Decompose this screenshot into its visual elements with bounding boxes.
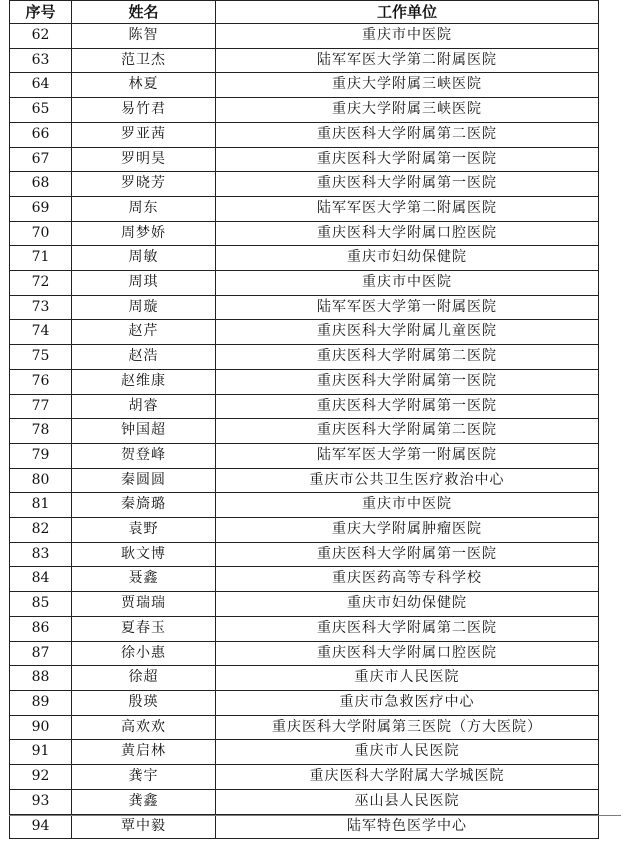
row-workplace: 重庆医科大学附属口腔医院	[216, 641, 599, 666]
table-row	[10, 394, 599, 419]
table-row	[10, 122, 599, 147]
row-name: 赵浩	[72, 345, 216, 370]
row-number: 82	[10, 518, 72, 543]
row-workplace: 重庆市中医院	[216, 271, 599, 296]
row-name: 周琪	[72, 271, 216, 296]
row-workplace: 陆军军医大学第一附属医院	[216, 443, 599, 468]
row-name: 秦圆圆	[72, 468, 216, 493]
row-name: 钟国超	[72, 419, 216, 444]
row-number: 78	[10, 419, 72, 444]
header-workplace: 工作单位	[216, 1, 599, 24]
row-number: 87	[10, 641, 72, 666]
row-number: 79	[10, 443, 72, 468]
row-name: 贺登峰	[72, 443, 216, 468]
row-number: 80	[10, 468, 72, 493]
table-header-row	[10, 1, 599, 24]
row-number: 76	[10, 369, 72, 394]
row-workplace: 重庆市急救医疗中心	[216, 690, 599, 715]
row-workplace: 陆军特色医学中心	[216, 814, 599, 839]
row-workplace: 重庆医科大学附属第一医院	[216, 542, 599, 567]
row-name: 罗晓芳	[72, 172, 216, 197]
red-divider-line	[9, 815, 621, 816]
table-row	[10, 666, 599, 691]
row-workplace: 陆军军医大学第一附属医院	[216, 295, 599, 320]
table-row	[10, 48, 599, 73]
row-name: 秦旖璐	[72, 493, 216, 518]
table-row	[10, 616, 599, 641]
table-row	[10, 320, 599, 345]
row-name: 赵芹	[72, 320, 216, 345]
row-name: 周梦娇	[72, 221, 216, 246]
table-row	[10, 789, 599, 814]
row-name: 赵维康	[72, 369, 216, 394]
row-number: 85	[10, 592, 72, 617]
table-body	[10, 24, 599, 839]
table-row	[10, 468, 599, 493]
row-workplace: 重庆医科大学附属大学城医院	[216, 765, 599, 790]
row-name: 徐超	[72, 666, 216, 691]
row-name: 罗亚茜	[72, 122, 216, 147]
table-row	[10, 493, 599, 518]
row-number: 65	[10, 98, 72, 123]
table-row	[10, 419, 599, 444]
row-number: 62	[10, 24, 72, 49]
row-workplace: 重庆医科大学附属儿童医院	[216, 320, 599, 345]
row-workplace: 重庆医科大学附属第二医院	[216, 419, 599, 444]
row-name: 高欢欢	[72, 715, 216, 740]
table-row	[10, 443, 599, 468]
row-workplace: 重庆医科大学附属第二医院	[216, 345, 599, 370]
table-row	[10, 147, 599, 172]
row-number: 90	[10, 715, 72, 740]
row-workplace: 重庆医科大学附属第一医院	[216, 172, 599, 197]
row-number: 88	[10, 666, 72, 691]
row-workplace: 重庆大学附属三峡医院	[216, 73, 599, 98]
row-name: 易竹君	[72, 98, 216, 123]
table-row	[10, 295, 599, 320]
row-number: 77	[10, 394, 72, 419]
table-row	[10, 246, 599, 271]
row-name: 聂鑫	[72, 567, 216, 592]
row-name: 徐小惠	[72, 641, 216, 666]
row-workplace: 重庆大学附属肿瘤医院	[216, 518, 599, 543]
table-row	[10, 196, 599, 221]
table-row	[10, 715, 599, 740]
row-name: 龚宇	[72, 765, 216, 790]
row-number: 71	[10, 246, 72, 271]
row-name: 胡睿	[72, 394, 216, 419]
row-workplace: 陆军军医大学第二附属医院	[216, 196, 599, 221]
row-name: 罗明昊	[72, 147, 216, 172]
row-name: 袁野	[72, 518, 216, 543]
table-row	[10, 271, 599, 296]
row-number: 63	[10, 48, 72, 73]
row-number: 83	[10, 542, 72, 567]
row-name: 周东	[72, 196, 216, 221]
row-number: 86	[10, 616, 72, 641]
table-row	[10, 98, 599, 123]
row-name: 陈智	[72, 24, 216, 49]
row-workplace: 重庆医科大学附属第一医院	[216, 394, 599, 419]
table-row	[10, 740, 599, 765]
row-name: 殷瑛	[72, 690, 216, 715]
row-number: 81	[10, 493, 72, 518]
row-number: 64	[10, 73, 72, 98]
header-number: 序号	[10, 1, 72, 24]
row-number: 68	[10, 172, 72, 197]
row-workplace: 巫山县人民医院	[216, 789, 599, 814]
table-row	[10, 73, 599, 98]
row-name: 范卫杰	[72, 48, 216, 73]
row-workplace: 重庆医科大学附属第二医院	[216, 616, 599, 641]
table-row	[10, 369, 599, 394]
table-row	[10, 765, 599, 790]
row-workplace: 重庆医科大学附属第一医院	[216, 369, 599, 394]
row-number: 69	[10, 196, 72, 221]
row-number: 67	[10, 147, 72, 172]
row-number: 75	[10, 345, 72, 370]
row-name: 林夏	[72, 73, 216, 98]
row-number: 93	[10, 789, 72, 814]
row-name: 覃中毅	[72, 814, 216, 839]
row-number: 91	[10, 740, 72, 765]
table-row	[10, 592, 599, 617]
row-workplace: 重庆市公共卫生医疗救治中心	[216, 468, 599, 493]
row-name: 耿文博	[72, 542, 216, 567]
row-number: 89	[10, 690, 72, 715]
table-row	[10, 542, 599, 567]
header-name: 姓名	[72, 1, 216, 24]
table-row	[10, 641, 599, 666]
table-row	[10, 814, 599, 839]
roster-table-container	[9, 0, 598, 839]
roster-table	[9, 0, 599, 839]
row-workplace: 重庆市妇幼保健院	[216, 592, 599, 617]
table-row	[10, 345, 599, 370]
row-name: 贾瑞瑞	[72, 592, 216, 617]
row-workplace: 重庆医科大学附属第一医院	[216, 147, 599, 172]
row-workplace: 重庆市中医院	[216, 493, 599, 518]
row-number: 73	[10, 295, 72, 320]
row-number: 70	[10, 221, 72, 246]
row-workplace: 重庆市人民医院	[216, 740, 599, 765]
row-number: 66	[10, 122, 72, 147]
row-workplace: 重庆医药高等专科学校	[216, 567, 599, 592]
row-number: 72	[10, 271, 72, 296]
row-number: 84	[10, 567, 72, 592]
table-row	[10, 24, 599, 49]
row-workplace: 重庆医科大学附属第三医院（方大医院）	[216, 715, 599, 740]
row-workplace: 重庆医科大学附属第二医院	[216, 122, 599, 147]
row-workplace: 陆军军医大学第二附属医院	[216, 48, 599, 73]
row-workplace: 重庆医科大学附属口腔医院	[216, 221, 599, 246]
row-name: 周敏	[72, 246, 216, 271]
row-workplace: 重庆大学附属三峡医院	[216, 98, 599, 123]
row-name: 龚鑫	[72, 789, 216, 814]
table-row	[10, 221, 599, 246]
row-name: 夏春玉	[72, 616, 216, 641]
row-workplace: 重庆市中医院	[216, 24, 599, 49]
row-name: 周璇	[72, 295, 216, 320]
table-row	[10, 518, 599, 543]
row-name: 黄启林	[72, 740, 216, 765]
table-row	[10, 690, 599, 715]
row-number: 92	[10, 765, 72, 790]
row-workplace: 重庆市妇幼保健院	[216, 246, 599, 271]
row-workplace: 重庆市人民医院	[216, 666, 599, 691]
table-row	[10, 567, 599, 592]
table-row	[10, 172, 599, 197]
row-number: 94	[10, 814, 72, 839]
row-number: 74	[10, 320, 72, 345]
